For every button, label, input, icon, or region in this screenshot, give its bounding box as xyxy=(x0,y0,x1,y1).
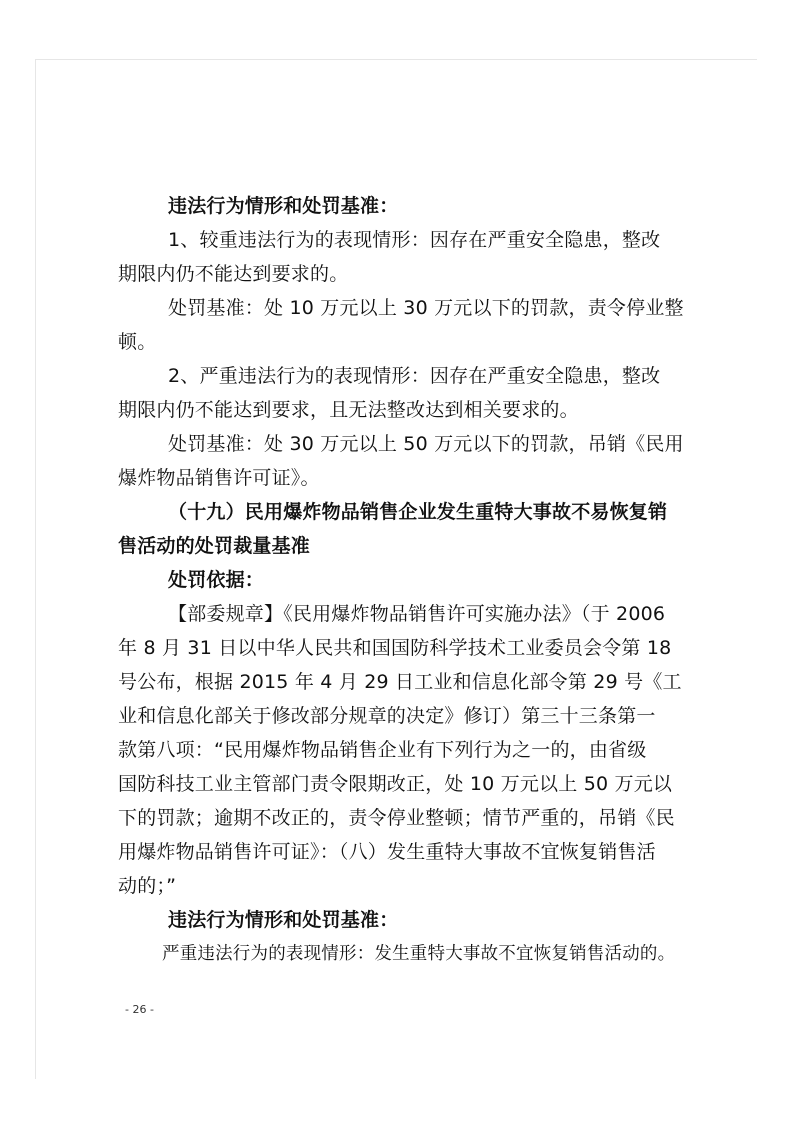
paragraph-line: 处罚基准：处 10 万元以上 30 万元以下的罚款，责令停业整 xyxy=(168,297,684,319)
paragraph-line: 爆炸物品销售许可证》。 xyxy=(118,467,320,489)
page-number: - 26 - xyxy=(125,1003,154,1016)
paragraph-line: 顿。 xyxy=(118,331,157,353)
paragraph-line: 2、严重违法行为的表现情形：因存在严重安全隐患，整改 xyxy=(168,365,661,387)
document-body xyxy=(118,189,684,971)
paragraph-line: 号公布，根据 2015 年 4 月 29 日工业和信息化部令第 29 号《工 xyxy=(118,671,682,693)
section-title: （十九）民用爆炸物品销售企业发生重特大事故不易恢复销 xyxy=(168,501,668,523)
section-heading: 违法行为情形和处罚基准： xyxy=(168,909,399,931)
section-heading: 处罚依据： xyxy=(168,569,265,591)
paragraph-line: 期限内仍不能达到要求的。 xyxy=(118,263,349,285)
paragraph-line: 年 8 月 31 日以中华人民共和国国防科学技术工业委员会令第 18 xyxy=(118,637,672,659)
paragraph-line: 下的罚款；逾期不改正的，责令停业整顿；情节严重的，吊销《民 xyxy=(118,807,675,829)
paragraph-line: 处罚基准：处 30 万元以上 50 万元以下的罚款，吊销《民用 xyxy=(168,433,684,455)
paragraph-line: 期限内仍不能达到要求，且无法整改达到相关要求的。 xyxy=(118,399,579,421)
section-heading: 违法行为情形和处罚基准： xyxy=(168,195,399,217)
section-title: 售活动的处罚裁量基准 xyxy=(118,535,311,557)
paragraph-line: 1、较重违法行为的表现情形：因存在严重安全隐患，整改 xyxy=(168,229,661,251)
paragraph-line: 国防科技工业主管部门责令限期改正，处 10 万元以上 50 万元以 xyxy=(118,773,673,795)
paragraph-line: 动的；” xyxy=(118,875,177,897)
paragraph-line: 用爆炸物品销售许可证》：（八）发生重特大事故不宜恢复销售活 xyxy=(118,841,656,863)
paragraph-line: 款第八项：“民用爆炸物品销售企业有下列行为之一的，由省级 xyxy=(118,739,647,761)
page-border-top xyxy=(35,59,757,60)
paragraph-line: 【部委规章】《民用爆炸物品销售许可实施办法》（于 2006 xyxy=(168,603,666,625)
paragraph-line: 业和信息化部关于修改部分规章的决定》修订）第三十三条第一 xyxy=(118,705,656,727)
page-border-left xyxy=(35,59,36,1079)
paragraph-line: 严重违法行为的表现情形：发生重特大事故不宜恢复销售活动的。 xyxy=(162,944,676,964)
